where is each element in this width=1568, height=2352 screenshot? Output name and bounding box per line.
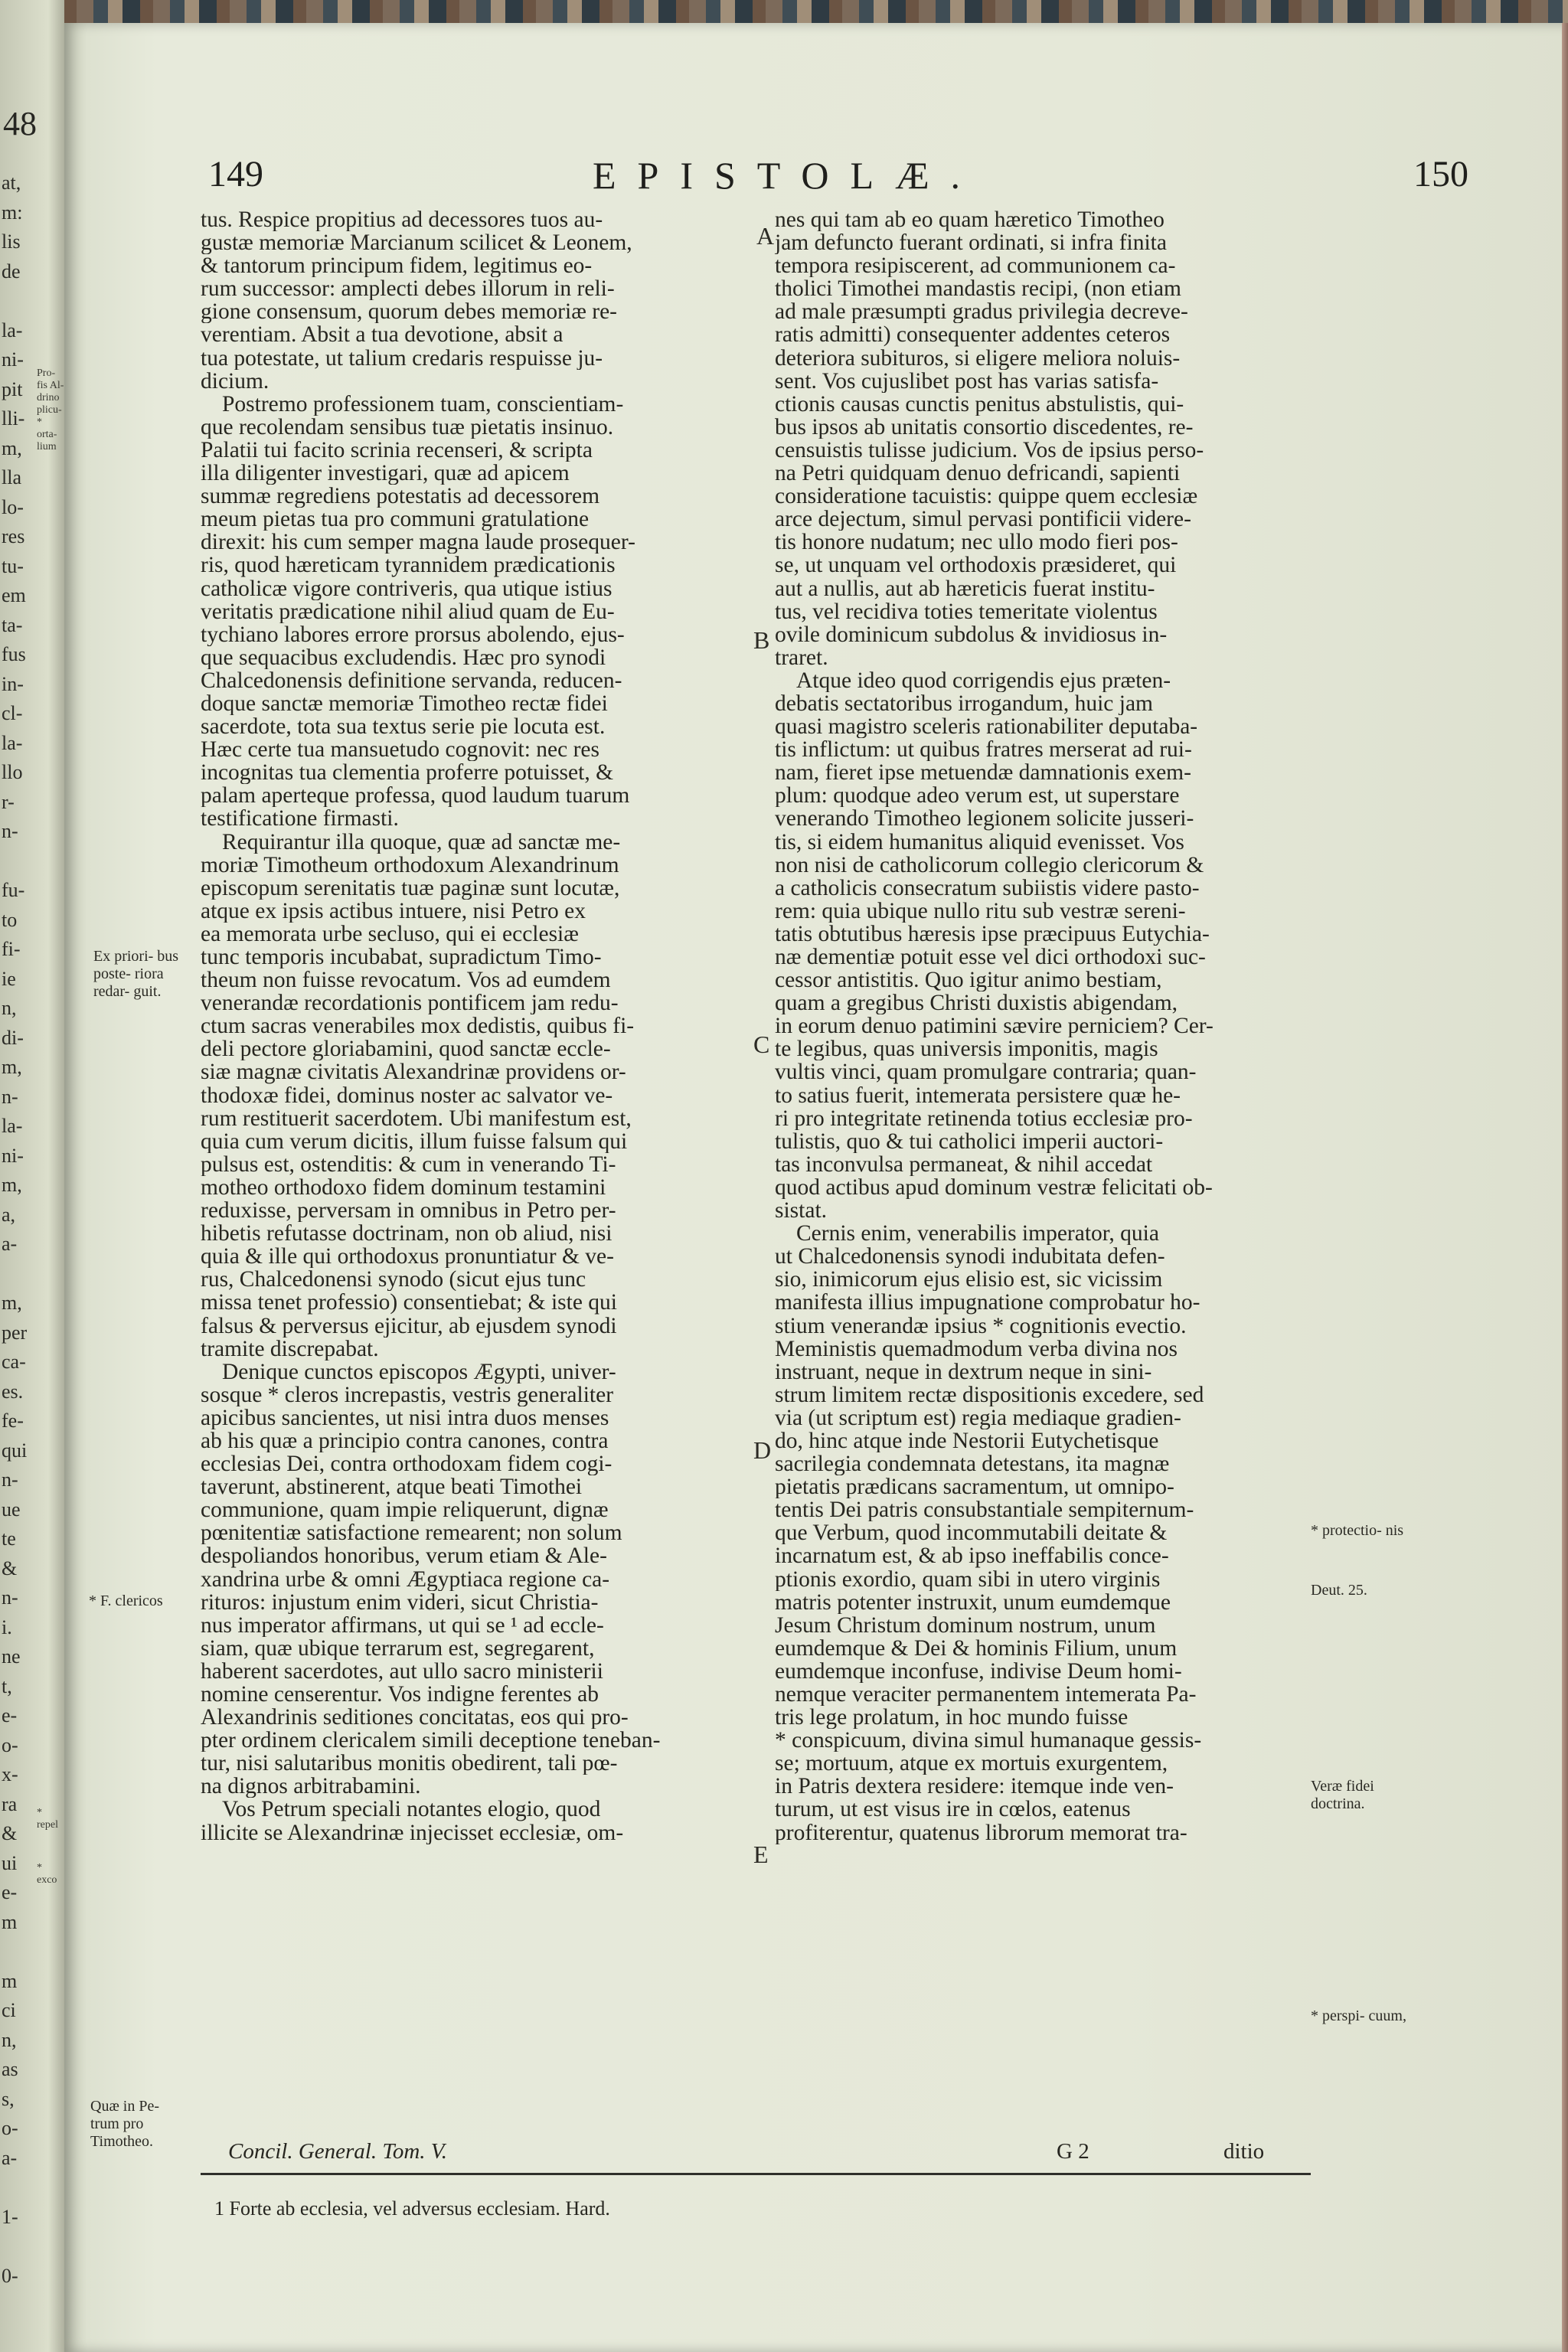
text-line: hibetis refutasse doctrinam, non ob aliud, nisi xyxy=(201,1222,612,1246)
footnote-rule xyxy=(201,2173,1311,2175)
left-page-line-end: lli- xyxy=(2,407,25,430)
text-line: siæ magnæ civitatis Alexandrinæ providens or- xyxy=(201,1060,626,1084)
text-line: tempora resipiscerent, ad communionem ca- xyxy=(775,254,1176,278)
text-line: plum: quodque adeo verum est, ut superstare xyxy=(775,784,1180,808)
left-page-number: 48 xyxy=(3,105,37,142)
text-line: que Verbum, quod incommutabili deitate & xyxy=(775,1521,1168,1545)
text-line: tunc temporis incubabat, supradictum Timo- xyxy=(201,946,602,969)
left-page-line-end: e- xyxy=(2,1881,18,1903)
text-line: tatis obtutibus hæresis ipse præcipuus Eutychia- xyxy=(775,922,1210,946)
text-line: pietatis prædicans sacramentum, ut omnipo- xyxy=(775,1475,1174,1499)
left-page-line-end: to xyxy=(2,908,18,931)
left-page-line-end: lo- xyxy=(2,495,24,518)
text-line: catholicæ vigore contriveris, qua utique istius xyxy=(201,577,612,600)
left-page-line-end: ue xyxy=(2,1498,21,1521)
text-line: palam aperteque professa, quod laudum tuarum xyxy=(201,784,630,808)
text-line: næ dementiæ potuit esse vel dici orthodoxi suc- xyxy=(775,946,1206,969)
text-line: Alexandrinis seditiones concitatas, eos qui pro- xyxy=(201,1706,629,1730)
text-line: ad male præsumpti gradus privilegia decreve- xyxy=(775,300,1188,324)
margin-note-ex-prioribus: Ex priori- bus poste- riora redar- guit. xyxy=(93,948,179,1000)
margin-note-protectionis: * protectio- nis xyxy=(1311,1522,1404,1539)
left-page-line-end: ne xyxy=(2,1645,21,1668)
text-line: incarnatum est, & ab ipso ineffabilis conce- xyxy=(775,1544,1169,1568)
left-page-line-end: i. xyxy=(2,1615,12,1638)
text-line: & tantorum principum fidem, legitimus eo- xyxy=(201,254,593,278)
left-page-line-end: fi- xyxy=(2,938,21,960)
section-letter-a: A xyxy=(756,222,775,250)
text-line: nam, fieret ipse metuendæ damnationis exem- xyxy=(775,761,1191,785)
text-line: xandrina urbe & omni Ægyptiaca regione ca- xyxy=(201,1567,610,1591)
left-page-line-end: n- xyxy=(2,1468,18,1491)
left-page-line-end: fus xyxy=(2,643,26,665)
text-line: ab his quæ a principio contra canones, contra xyxy=(201,1429,609,1453)
text-line: testificatione firmasti. xyxy=(201,807,399,831)
text-line: quia cum verum dicitis, illum fuisse falsum qui xyxy=(201,1129,628,1153)
text-line: instruant, neque in dextrum neque in sini- xyxy=(775,1360,1152,1383)
text-line: ovile dominicum subdolus & invidiosus in- xyxy=(775,622,1168,646)
running-head: EPISTOLÆ. xyxy=(592,154,982,197)
text-line: illicite se Alexandrinæ injecisset ecclesiæ, om- xyxy=(201,1821,624,1844)
left-page-line-end: llo xyxy=(2,761,23,783)
text-line: arce dejectum, simul pervasi pontificii videre- xyxy=(775,508,1191,531)
text-line: ecclesias Dei, contra orthodoxam fidem cogi- xyxy=(201,1452,612,1476)
text-line: siam, quæ ubique terrarum est, segregarent, xyxy=(201,1636,595,1660)
left-page-line-end: la- xyxy=(2,318,23,341)
left-page-line-end: 0- xyxy=(2,2264,18,2287)
text-line: tis, si eidem humanitus aliquid evenisset. Vos xyxy=(775,830,1184,854)
left-page-line-end: m, xyxy=(2,1174,22,1196)
left-page-line-end: e- xyxy=(2,1704,18,1726)
left-page-line-end: & xyxy=(2,1822,18,1844)
margin-note-deut: Deut. 25. xyxy=(1311,1582,1367,1599)
left-page-line-end: ci xyxy=(2,1999,16,2021)
text-line: tris lege prolatum, in hoc mundo fuisse xyxy=(775,1706,1129,1730)
text-line: Requirantur illa quoque, quæ ad sanctæ me- xyxy=(222,830,621,854)
text-line: missa tenet professio) consentiebat; & iste qui xyxy=(201,1291,617,1315)
left-page-line-end: n- xyxy=(2,1586,18,1609)
text-line: nemque veraciter permanentem intemerata Pa- xyxy=(775,1683,1197,1707)
left-page-line-end: x- xyxy=(2,1763,18,1785)
text-line: nus imperator affirmans, ut qui se ¹ ad eccle- xyxy=(201,1613,604,1637)
left-page-margin-note: * repel xyxy=(37,1807,58,1831)
left-page-line-end: lis xyxy=(2,230,21,253)
text-line: eumdemque inconfuse, indivise Deum homi- xyxy=(775,1659,1182,1683)
text-line: falsus & perversus ejicitur, ab ejusdem synodi xyxy=(201,1314,617,1338)
page-number-right: 150 xyxy=(1413,154,1468,194)
left-page-line-end: at, xyxy=(2,172,21,194)
text-line: na Petri quidquam denuo defricandi, sapienti xyxy=(775,462,1181,485)
text-line: ri pro integritate retinenda totius ecclesiæ pro- xyxy=(775,1106,1193,1130)
left-page-line-end: a, xyxy=(2,1203,16,1226)
text-line: manifesta illius impugnatione comprobatur ho- xyxy=(775,1291,1200,1315)
text-line: ctum sacras venerabiles mox dedistis, quibus fi- xyxy=(201,1014,635,1038)
left-page-line-end: em xyxy=(2,584,26,606)
left-page-line-end: ni- xyxy=(2,348,24,371)
text-line: nes qui tam ab eo quam hæretico Timotheo xyxy=(775,208,1165,232)
text-line: tus. Respice propitius ad decessores tuos au- xyxy=(201,208,603,232)
text-line: ut Chalcedonensis synodi indubitata defen- xyxy=(775,1245,1165,1269)
text-line: pœnitentiæ satisfactione remearent; non solum xyxy=(201,1521,622,1545)
text-line: Denique cunctos episcopos Ægypti, univer- xyxy=(222,1360,616,1383)
left-page-line-end: as xyxy=(2,2058,18,2080)
text-line: tychiano labores errore prorsus abolendo, ejus- xyxy=(201,622,625,646)
text-line: veritatis prædicatione nihil aliud quam de Eu- xyxy=(201,599,615,623)
text-line: doque sanctæ memoriæ Timotheo rectæ fidei xyxy=(201,691,608,716)
text-line: jam defuncto fuerant ordinati, si infra finita xyxy=(775,231,1167,255)
text-line: atque ex ipsis actibus intuere, nisi Petro ex xyxy=(201,899,586,923)
text-line: Postremo professionem tuam, conscientiam- xyxy=(222,392,624,416)
text-line: ctionis causas cunctis penitus abstulistis, qui- xyxy=(775,392,1184,416)
text-line: deli pectore gloriabamini, quod sanctæ eccle- xyxy=(201,1037,611,1061)
text-line: aut a nullis, aut ab hæreticis fuerat institu- xyxy=(775,577,1155,600)
text-line: rituros: injustum enim videri, sicut Christia- xyxy=(201,1590,599,1614)
section-letter-c: C xyxy=(753,1031,770,1058)
left-page-line-end: lla xyxy=(2,466,21,488)
left-page-line-end: es. xyxy=(2,1380,24,1403)
left-page-line-end: fu- xyxy=(2,879,25,901)
text-line: Meministis quemadmodum verba divina nos xyxy=(775,1337,1178,1361)
margin-note-petrum: Quæ in Pe- trum pro Timotheo. xyxy=(90,2098,159,2150)
text-line: tus, vel recidiva toties temeritate violentus xyxy=(775,599,1158,623)
section-letter-e: E xyxy=(753,1841,769,1868)
left-page-line-end: qui xyxy=(2,1439,28,1462)
text-line: que sequacibus excludendis. Hæc pro synodi xyxy=(201,645,606,669)
catchword: ditio xyxy=(1223,2139,1265,2164)
left-page-line-end: s, xyxy=(2,2087,15,2110)
text-line: theum non fuisse revocatum. Vos ad eumdem xyxy=(201,969,611,992)
left-page-line-end: la- xyxy=(2,1115,23,1137)
text-line: strum limitem rectæ dispositionis excedere, sed xyxy=(775,1383,1204,1406)
left-page-line-end: la- xyxy=(2,731,23,754)
left-page-line-end: t, xyxy=(2,1674,12,1697)
text-line: se, ut unquam vel orthodoxis præsideret, qui xyxy=(775,554,1177,577)
text-line: tas inconvulsa permaneat, & nihil accedat xyxy=(775,1152,1153,1176)
text-line: rum successor: amplecti debes illorum in reli- xyxy=(201,277,615,301)
left-page-margin-note: Pro- fis Al- drino plicu- * orta- lium xyxy=(37,368,64,452)
text-line: tis inflictum: ut quibus fratres merserat ad rui- xyxy=(775,738,1192,762)
text-line: in eorum denuo patimini sævire perniciem? Cer- xyxy=(775,1014,1214,1038)
text-line: via (ut scriptum est) regia mediaque gradien- xyxy=(775,1406,1181,1429)
text-line: traret. xyxy=(775,645,828,669)
text-line: se; mortuum, atque ex mortuis exurgentem, xyxy=(775,1752,1168,1775)
text-line: motheo orthodoxo fidem dominum testamini xyxy=(201,1175,606,1200)
left-page-line-end: te xyxy=(2,1527,16,1550)
left-page-edge xyxy=(0,0,64,2352)
text-line: nomine censerentur. Vos indigne ferentes ab xyxy=(201,1683,599,1707)
left-page-line-end: di- xyxy=(2,1026,24,1049)
text-line: sio, inimicorum ejus elisio est, sic vicissim xyxy=(775,1268,1163,1292)
section-letter-b: B xyxy=(753,626,770,654)
text-line: profiterentur, quatenus librorum memorat tra- xyxy=(775,1821,1187,1844)
left-page-line-end: per xyxy=(2,1321,28,1344)
text-line: quia & ille qui orthodoxus pronuntiatur & ve- xyxy=(201,1245,614,1269)
text-line: incognitas tua clementia proferre potuisset, & xyxy=(201,761,614,785)
text-line: gione consensum, quorum debes memoriæ re- xyxy=(201,300,617,324)
text-line: Hæc certe tua mansuetudo cognovit: nec res xyxy=(201,738,599,762)
page-number-left: 149 xyxy=(208,154,263,194)
signature-mark: G 2 xyxy=(1057,2139,1089,2164)
text-line: venerando Timotheo legionem solicite jusseri- xyxy=(775,807,1194,831)
text-line: apicibus sancientes, ut nisi intra duos menses xyxy=(201,1406,609,1429)
text-line: ea memorata urbe secluso, qui ei ecclesiæ xyxy=(201,922,579,946)
text-line: moriæ Timotheum orthodoxum Alexandrinum xyxy=(201,853,619,877)
text-line: rus, Chalcedonensi synodo (sicut ejus tunc xyxy=(201,1268,586,1292)
text-line: despoliandos honoribus, verum etiam & Ale- xyxy=(201,1544,607,1568)
text-line: * conspicuum, divina simul humanaque gessis- xyxy=(775,1729,1202,1753)
text-line: taverunt, abstinerent, atque beati Timothei xyxy=(201,1475,583,1499)
text-line: do, hinc atque inde Nestorii Eutychetisque xyxy=(775,1429,1159,1453)
left-text-column xyxy=(201,208,752,1844)
left-page-line-end: pit xyxy=(2,377,23,400)
left-page-line-end: de xyxy=(2,260,21,283)
left-page-line-end: o- xyxy=(2,2117,18,2139)
text-line: consideratione tacuistis: quippe quem ecclesiæ xyxy=(775,485,1198,508)
volume-catchline: Concil. General. Tom. V. xyxy=(228,2139,447,2164)
left-page-line-end: r- xyxy=(2,790,15,813)
text-line: rum restituerit sacerdotem. Ubi manifestum est, xyxy=(201,1106,632,1130)
text-line: gustæ memoriæ Marcianum scilicet & Leonem, xyxy=(201,231,632,255)
text-line: matris potenter instruxit, unum eumdemque xyxy=(775,1590,1171,1614)
left-page-line-end: n- xyxy=(2,1085,18,1108)
margin-note-clericos: * F. clericos xyxy=(89,1592,163,1609)
left-page-line-end: m, xyxy=(2,436,22,459)
text-line: ptionis exordio, quam sibi in utero virginis xyxy=(775,1567,1161,1591)
text-line: Cernis enim, venerabilis imperator, quia xyxy=(796,1222,1159,1246)
left-page-line-end: o- xyxy=(2,1733,18,1756)
text-line: tentis Dei patris consubstantiale sempiternum- xyxy=(775,1498,1194,1522)
text-line: communione, quam impie reliquerunt, dignæ xyxy=(201,1498,609,1522)
text-line: summæ regrediens potestatis ad decessorem xyxy=(201,485,600,508)
text-line: sacerdote, tota sua textus serie pie locuta est. xyxy=(201,715,606,739)
left-page-line-end: m xyxy=(2,1910,18,1933)
left-page-line-end: ta- xyxy=(2,613,23,636)
margin-note-verae-fidei: Veræ fidei doctrina. xyxy=(1311,1778,1374,1812)
text-line: ris, quod hæreticam tyrannidem prædicationis xyxy=(201,554,616,577)
margin-note-perspicuum: * perspi- cuum, xyxy=(1311,2007,1406,2024)
text-line: Atque ideo quod corrigendis ejus præten- xyxy=(796,668,1171,692)
text-line: a catholicis consecratum subiistis videre pasto- xyxy=(775,876,1200,900)
right-text-column xyxy=(775,208,1309,1844)
text-line: Vos Petrum speciali notantes elogio, quod xyxy=(222,1798,601,1821)
text-line: venerandæ recordationis pontificem jam redu- xyxy=(201,991,619,1015)
text-line: tua potestate, ut talium credaris respuisse ju- xyxy=(201,346,603,370)
text-line: pter ordinem clericalem simili deceptione teneban- xyxy=(201,1729,661,1753)
text-line: thodoxæ fidei, dominus noster ac salvator ve- xyxy=(201,1083,613,1107)
text-line: tis honore nudatum; nec ullo modo fieri pos- xyxy=(775,531,1178,554)
text-line: Jesum Christum dominum nostrum, unum xyxy=(775,1613,1156,1637)
text-line: non nisi de catholicorum collegio clericorum & xyxy=(775,853,1204,877)
text-line: ratis admitti) consequenter addentes ceteros xyxy=(775,323,1171,347)
text-line: quasi magistro sceleris rationabiliter deputaba- xyxy=(775,715,1198,739)
footnote: 1 Forte ab ecclesia, vel adversus ecclesiam. Hard. xyxy=(214,2197,610,2220)
left-page-line-end: n, xyxy=(2,997,17,1019)
left-page-line-end: n, xyxy=(2,2028,17,2051)
text-line: sosque * cleros increpastis, vestris generaliter xyxy=(201,1383,614,1406)
left-page-line-end: cl- xyxy=(2,702,23,724)
text-line: meum pietas tua pro communi gratulatione xyxy=(201,508,590,531)
text-line: reduxisse, perversam in omnibus in Petro per- xyxy=(201,1199,616,1223)
left-page-line-end: m, xyxy=(2,1292,22,1314)
text-line: quam a gregibus Christi duxistis abigendam, xyxy=(775,991,1178,1015)
text-line: na dignos arbitrabamini. xyxy=(201,1775,421,1798)
text-line: censuistis tulisse judicium. Vos de ipsius perso- xyxy=(775,438,1204,462)
text-line: vultis vinci, quam promulgare contraria; quan- xyxy=(775,1060,1197,1084)
text-line: pulsus est, ostenditis: & cum in venerando Ti- xyxy=(201,1152,616,1176)
left-page-line-end: in- xyxy=(2,672,24,695)
text-line: tulistis, quo & tui catholici imperii auctori- xyxy=(775,1129,1164,1153)
left-page-line-end: ui xyxy=(2,1851,18,1874)
text-line: verentiam. Absit a tua devotione, absit a xyxy=(201,323,564,347)
left-page-margin-note: * exco xyxy=(37,1862,57,1886)
left-page-line-end: ni- xyxy=(2,1144,24,1167)
text-line: episcopum serenitatis tuæ paginæ sunt locutæ, xyxy=(201,876,620,900)
text-line: eumdemque & Dei & hominis Filium, unum xyxy=(775,1636,1178,1660)
text-line: stium venerandæ ipsius * cognitionis evectio. xyxy=(775,1314,1187,1338)
left-page-line-end: a- xyxy=(2,1233,18,1255)
text-line: sacrilegia condemnata detestans, ita magnæ xyxy=(775,1452,1170,1476)
text-line: sent. Vos cujuslibet post has varias satisfa- xyxy=(775,369,1159,393)
left-page-line-end: m, xyxy=(2,1056,22,1078)
text-line: illa diligenter investigari, quæ ad apicem xyxy=(201,462,570,485)
text-line: dicium. xyxy=(201,369,270,393)
text-line: tramite discrepabat. xyxy=(201,1337,379,1361)
text-line: to satius fuerit, intemerata persistere quæ he- xyxy=(775,1083,1181,1107)
text-line: cessor antistitis. Quo igitur animo bestiam, xyxy=(775,969,1162,992)
left-page-line-end: res xyxy=(2,525,25,547)
left-page-line-end: ca- xyxy=(2,1351,26,1373)
text-line: bus ipsos ab unitatis consortio discedentes, re- xyxy=(775,415,1194,439)
left-page-line-end: m xyxy=(2,1969,18,1992)
text-line: turum, ut est visus ire in cœlos, eatenus xyxy=(775,1798,1131,1821)
text-line: que recolendam sensibus tuæ pietatis insinuo. xyxy=(201,415,614,439)
text-line: tholici Timothei mandastis recipi, (non etiam xyxy=(775,277,1181,301)
text-line: direxit: his cum semper magna laude prosequer- xyxy=(201,531,635,554)
left-page-line-end: fe- xyxy=(2,1410,24,1432)
text-line: tur, nisi salutaribus monitis obedirent, tali pœ- xyxy=(201,1752,618,1775)
text-line: te legibus, quas universis imponitis, magis xyxy=(775,1037,1158,1061)
left-page-line-end: ra xyxy=(2,1792,18,1815)
text-line: sistat. xyxy=(775,1199,828,1223)
left-page-line-end: n- xyxy=(2,820,18,842)
text-line: in Patris dextera residere: itemque inde ven- xyxy=(775,1775,1174,1798)
page-edge xyxy=(1562,23,1568,2352)
text-line: haberent sacerdotes, aut ullo sacro ministerii xyxy=(201,1659,603,1683)
left-page-line-end: m: xyxy=(2,201,23,224)
left-page-line-end: tu- xyxy=(2,554,24,577)
left-page-line-end: a- xyxy=(2,2146,18,2169)
text-line: debatis sectatoribus irrogandum, huic jam xyxy=(775,691,1153,716)
left-page-line-end: 1- xyxy=(2,2205,18,2228)
text-line: quod actibus apud dominum vestræ felicitati ob- xyxy=(775,1175,1213,1200)
left-page-line-end: & xyxy=(2,1557,18,1579)
section-letter-d: D xyxy=(753,1436,772,1464)
text-line: Palatii tui facito scrinia recenseri, & scripta xyxy=(201,438,593,462)
text-line: rem: quia ubique nullo ritu sub vestræ sereni- xyxy=(775,899,1186,923)
left-page-line-end: ie xyxy=(2,967,16,990)
text-line: deteriora subituros, si eligere meliora noluis- xyxy=(775,346,1181,370)
text-line: Chalcedonensis definitione servanda, reducen- xyxy=(201,668,622,692)
